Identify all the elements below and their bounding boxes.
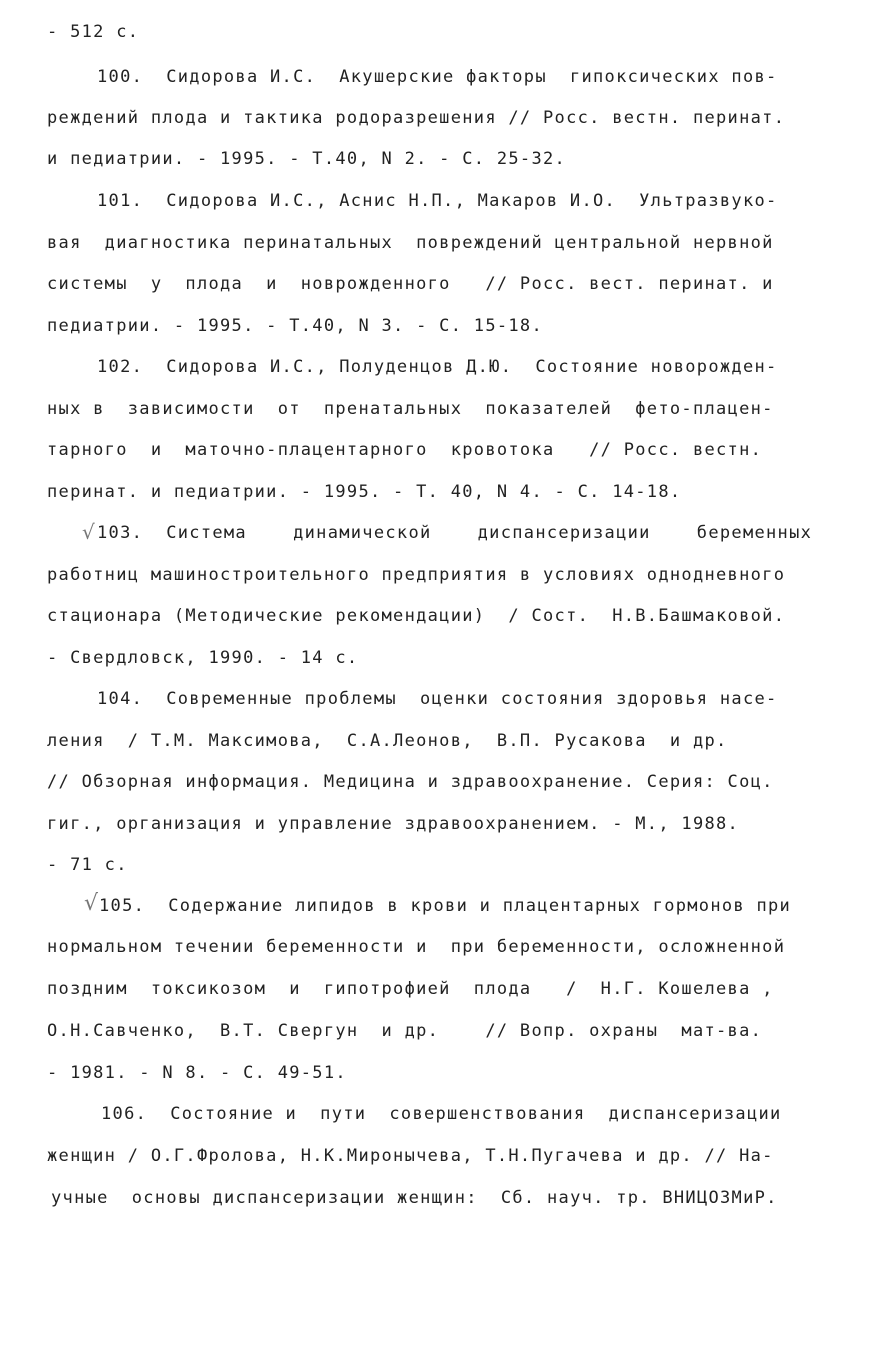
reference-106-line-1: 106. Состояние и пути совершенствования диспансеризации bbox=[101, 1104, 782, 1124]
check-mark-icon: √ bbox=[82, 520, 95, 544]
reference-101-line-1: 101. Сидорова И.С., Аснис Н.П., Макаров И.О. Ультразвуко- bbox=[97, 191, 778, 211]
reference-106-line-2: женщин / О.Г.Фролова, Н.К.Миронычева, Т.Н.Пугачева и др. // На- bbox=[47, 1146, 774, 1166]
reference-106-line-3: учные основы диспансеризации женщин: Сб. науч. тр. ВНИЦОЗМиР. bbox=[51, 1188, 778, 1208]
reference-102-line-4: перинат. и педиатрии. - 1995. - Т. 40, N 4. - С. 14-18. bbox=[47, 482, 682, 502]
check-mark-icon: √ bbox=[84, 891, 99, 916]
text-line: - 512 с. bbox=[47, 22, 140, 42]
reference-104-line-3: // Обзорная информация. Медицина и здравоохранение. Серия: Соц. bbox=[47, 772, 774, 792]
reference-105-line-1: 105. Содержание липидов в крови и плацентарных гормонов при bbox=[99, 896, 792, 916]
reference-103-line-3: стационара (Методические рекомендации) / Сост. Н.В.Башмаковой. bbox=[47, 606, 786, 626]
reference-105-line-2: нормальном течении беременности и при беременности, осложненной bbox=[47, 937, 786, 957]
reference-103-line-2: работниц машиностроительного предприятия в условиях однодневного bbox=[47, 565, 786, 585]
reference-105-line-5: - 1981. - N 8. - С. 49-51. bbox=[47, 1063, 347, 1083]
reference-104-line-2: ления / Т.М. Максимова, С.А.Леонов, В.П. Русакова и др. bbox=[47, 731, 728, 751]
reference-104-line-5: - 71 с. bbox=[47, 855, 128, 875]
reference-104-line-4: гиг., организация и управление здравоохранением. - М., 1988. bbox=[47, 814, 740, 834]
reference-105-line-4: О.Н.Савченко, В.Т. Свергун и др. // Вопр. охраны мат-ва. bbox=[47, 1021, 763, 1041]
reference-105-line-3: поздним токсикозом и гипотрофией плода / Н.Г. Кошелева , bbox=[47, 979, 774, 999]
reference-103-line-4: - Свердловск, 1990. - 14 с. bbox=[47, 648, 359, 668]
reference-100-line-2: реждений плода и тактика родоразрешения // Росс. вестн. перинат. bbox=[47, 108, 786, 128]
reference-100-line-3: и педиатрии. - 1995. - Т.40, N 2. - С. 25-32. bbox=[47, 149, 567, 169]
reference-102-line-2: ных в зависимости от пренатальных показателей фето-плацен- bbox=[47, 399, 774, 419]
reference-101-line-4: педиатрии. - 1995. - Т.40, N 3. - С. 15-18. bbox=[47, 316, 543, 336]
reference-104-line-1: 104. Современные проблемы оценки состояния здоровья насе- bbox=[97, 689, 778, 709]
reference-100-line-1: 100. Сидорова И.С. Акушерские факторы гипоксических пов- bbox=[97, 67, 778, 87]
reference-102-line-3: тарного и маточно-плацентарного кровотока // Росс. вестн. bbox=[47, 440, 763, 460]
reference-101-line-2: вая диагностика перинатальных повреждений центральной нервной bbox=[47, 233, 774, 253]
reference-103-line-1: 103. Система динамической диспансеризации беременных bbox=[97, 523, 813, 543]
reference-102-line-1: 102. Сидорова И.С., Полуденцов Д.Ю. Состояние новорожден- bbox=[97, 357, 778, 377]
reference-101-line-3: системы у плода и новрожденного // Росс. вест. перинат. и bbox=[47, 274, 774, 294]
